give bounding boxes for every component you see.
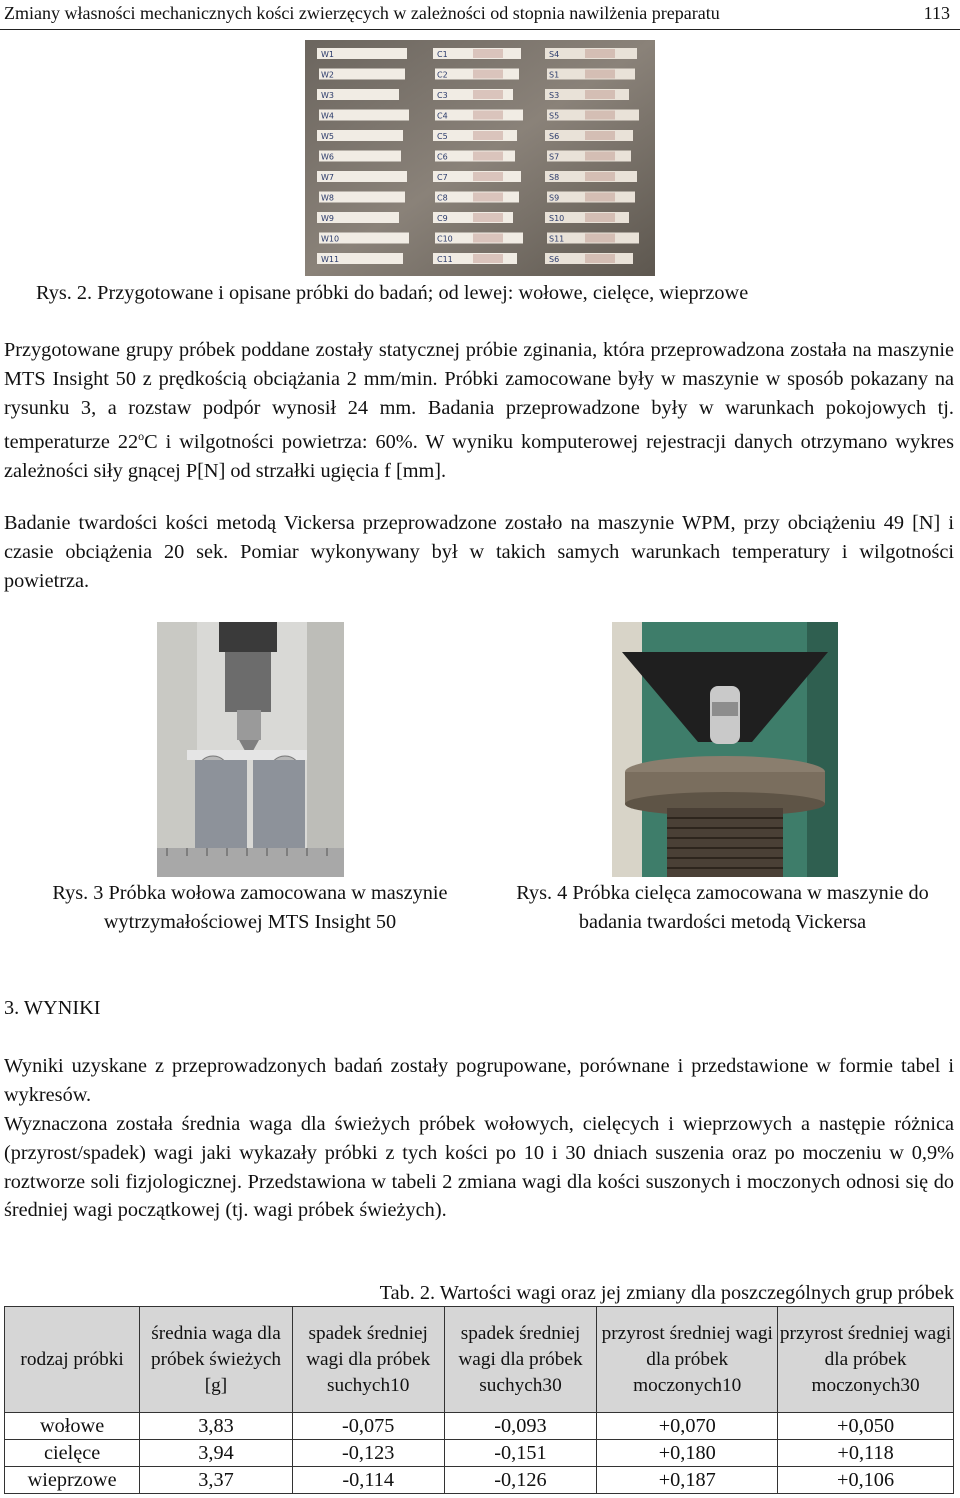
paragraph-vickers: Badanie twardości kości metodą Vickersa przeprowadzone zostało na maszynie WPM, przy obciążeniu 49 [N] i czasie obciążenia 20 sek. Pomiar wykonywany był w takich samych warunkach temperatury i wilgotności powietrza. [4,512,954,592]
samples-photo-graphic [305,40,655,276]
sample-stain [473,193,503,202]
sample-label: S1 [549,70,560,80]
sample-stain [585,111,615,120]
th-soak30-gain: przyrost średniej wagi dla próbek moczonych30 [778,1307,954,1413]
table-cell: +0,050 [778,1413,954,1440]
table-cell: -0,123 [292,1440,444,1467]
sample-label: W4 [321,111,334,121]
paragraph-weight-method: Wyznaczona została średnia waga dla świeżych próbek wołowych, cielęcych i wieprzowych a następie różnica (przyrost/spadek) wagi jaki wykazały próbki z tych kości po 10 i 30 dniach suszenia oraz po moczeniu w 0,9% roztworze soli fizjologicznej. Przedstawiona w tabeli 2 zmiana wagi dla kości suszonych i moczonych odnosi się do średniej wagi początkowej (tj. wagi próbek świeżych). [4,1113,954,1222]
sample-label: C9 [437,214,448,223]
sample-label: C8 [437,193,448,203]
sample-label: W3 [321,91,334,100]
mts-machine-photo [157,622,344,877]
fig3-caption: Rys. 3 Próbka wołowa zamocowana w maszynie wytrzymałościowej MTS Insight 50 [52,882,448,933]
table-row [5,1413,954,1440]
sample-stain [585,152,615,161]
sample-stain [473,172,503,181]
sample-label: W9 [321,214,334,223]
sample-stain [473,254,503,263]
sample-label: S11 [549,234,565,244]
sample-stain [585,90,615,99]
table-cell: +0,106 [778,1467,954,1494]
paragraph-results-intro: Wyniki uzyskane z przeprowadzonych badań zostały pogrupowane, porównane i przedstawione w formie tabel i wykresów. [4,1055,954,1106]
vickers-machine-graphic [612,622,838,877]
section-heading-results: 3. WYNIKI [4,997,101,1019]
sample-stain [585,172,615,181]
sample-label: W8 [321,193,334,203]
th-sample-type: rodzaj próbki [5,1307,140,1413]
sample-label: W6 [321,152,334,162]
paragraph-test-method: Przygotowane grupy próbek poddane zostały statycznej próbie zginania, która przeprowadzona została na maszynie MTS Insight 50 z prędkością obciążania 2 mm/min. Próbki zamocowane były w maszynie w sposób pokazany na rysunku 3, a rozstaw podpór wynosił 24 mm. Badania przeprowadzone były w warunkach pokojowych tj. temperaturze 22$^o$C i wilgotności powietrza: 60%. W wyniku komputerowej rejestracji danych otrzymano wykres zależności siły gnącej P[N] od strzałki ugięcia f [mm]. [4,339,954,482]
sample-label: W1 [321,50,334,59]
table-header-row [5,1307,954,1413]
table-cell: 3,83 [140,1413,293,1440]
sample-label: C10 [437,234,453,244]
sample-stain [473,49,503,58]
th-fresh-weight: średnia waga dla próbek świeżych [g] [140,1307,293,1413]
sample-stain [473,90,503,99]
sample-label: C3 [437,91,448,100]
sample-stain [585,254,615,263]
table-row [5,1467,954,1494]
sample-label: C7 [437,173,448,182]
sample-stain [585,131,615,140]
sample-label: C11 [437,255,453,264]
sample-stain [585,49,615,58]
table2-caption: Tab. 2. Wartości wagi oraz jej zmiany dla poszczególnych grup próbek [379,1282,954,1304]
table-cell: +0,187 [597,1467,778,1494]
table-cell: +0,070 [597,1413,778,1440]
sample-stain [473,131,503,140]
sample-label: S7 [549,152,560,162]
samples-photo [305,40,655,276]
sample-label: S10 [549,214,565,223]
sample-stain [585,193,615,202]
table-cell: wołowe [5,1413,140,1440]
sample-stain [473,234,503,243]
table-cell: -0,075 [292,1413,444,1440]
sample-label: S6 [549,255,560,264]
sample-stain [473,111,503,120]
table-cell: 3,37 [140,1467,293,1494]
table-cell: +0,118 [778,1440,954,1467]
table-cell: wieprzowe [5,1467,140,1494]
sample-label: C5 [437,132,448,141]
sample-label: C6 [437,152,448,162]
vickers-machine-photo [612,622,838,877]
sample-label: C1 [437,50,448,59]
page-number: 113 [923,3,950,23]
sample-stain [585,234,615,243]
sample-stain [473,70,503,79]
sample-label: C2 [437,70,448,80]
fig4-caption: Rys. 4 Próbka cielęca zamocowana w maszynie do badania twardości metodą Vickersa [516,882,929,933]
sample-stain [585,213,615,222]
th-soak10-gain: przyrost średniej wagi dla próbek moczonych10 [597,1307,778,1413]
running-header-title: Zmiany własności mechanicznych kości zwierzęcych w zależności od stopnia nawilżenia preparatu [4,3,720,23]
sample-label: S8 [549,173,560,182]
sample-stain [473,152,503,161]
sample-label: W5 [321,132,334,141]
table-cell: +0,180 [597,1440,778,1467]
sample-label: W7 [321,173,334,182]
fig2-caption: Rys. 2. Przygotowane i opisane próbki do badań; od lewej: wołowe, cielęce, wieprzowe [36,282,749,304]
sample-label: S3 [549,91,560,100]
table-cell: 3,94 [140,1440,293,1467]
sample-label: S4 [549,50,560,59]
table-cell: -0,151 [444,1440,597,1467]
th-dry10-drop: spadek średniej wagi dla próbek suchych10 [292,1307,444,1413]
table-row [5,1440,954,1467]
header-rule [0,29,960,30]
sample-stain [585,70,615,79]
table2 [4,1306,954,1494]
sample-label: C4 [437,111,448,121]
table-cell: -0,093 [444,1413,597,1440]
sample-label: W2 [321,70,334,80]
sample-stain [473,213,503,222]
sample-label: W10 [321,234,340,244]
sample-label: S6 [549,132,560,141]
sample-label: S9 [549,193,560,203]
table-cell: -0,114 [292,1467,444,1494]
mts-machine-graphic [157,622,344,877]
table-cell: cielęce [5,1440,140,1467]
sample-label: W11 [321,255,340,264]
sample-label: S5 [549,111,560,121]
table-cell: -0,126 [444,1467,597,1494]
th-dry30-drop: spadek średniej wagi dla próbek suchych30 [444,1307,597,1413]
running-header [4,0,954,28]
